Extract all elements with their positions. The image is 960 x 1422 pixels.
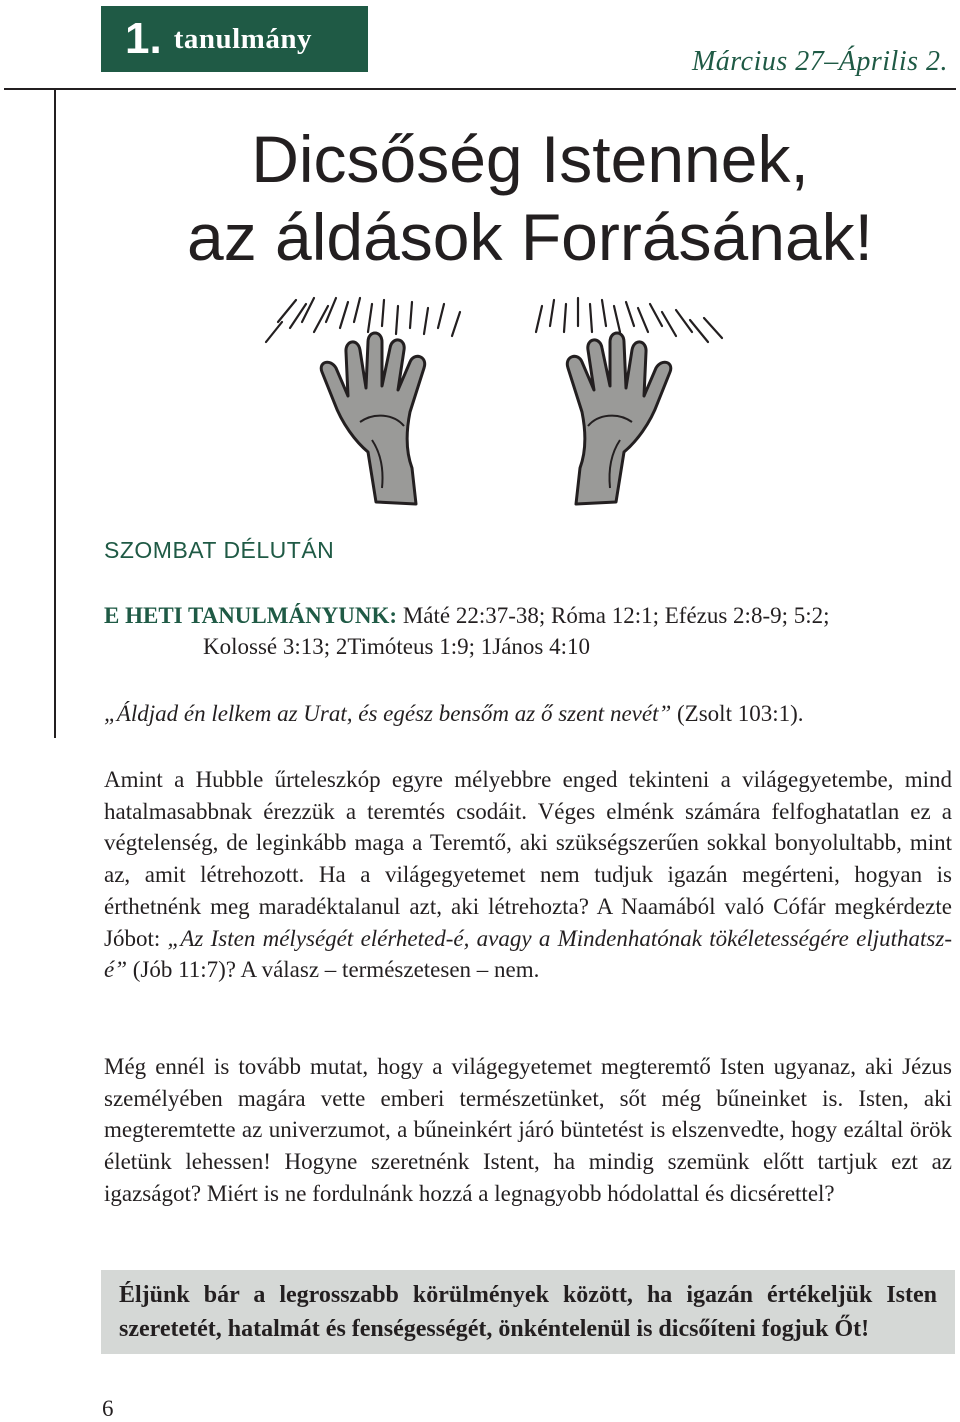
page-number: 6: [102, 1396, 114, 1421]
paragraph-1-text-a: Amint a Hubble űrteleszkóp egyre mélyebbre enged tekinteni a világegyetembe, mind hatalmasabbnak érezzük a teremtés csodáit. Véges elménk számára felfoghatatlan ez a végtelenség, de leginkább maga a Teremtő, aki szükségszerűen sokkal bonyolultabb, mint az, amit létrehozott. Ha a világegyetemet nem tudjuk igazán megérteni, hogyan is érthetnénk meg maradéktalanul azt, aki létrehozta? A Naamából való Cófár megkérdezte Jóbot:: [104, 767, 952, 951]
light-rays-icon: [266, 298, 722, 342]
body-paragraph-2: Még ennél is tovább mutat, hogy a világegyetemet megteremtő Isten ugyanaz, aki Jézus személyében magára vette emberi természetünket, sőt még bűneinket is. Isten, aki megteremtette az univerzumot, a bűneinkért járó büntetést is elszenvedte, hogy ezáltal örök életünk lehessen! Hogyne szeretnénk Istent, ha mindig szemünk előtt tartjuk ezt az igazságot? Miért is ne fordulnánk hozzá a legnagyobb hódolattal és dicsérettel?: [104, 1054, 952, 1206]
date-range: Március 27–Április 2.: [691, 46, 948, 77]
memory-verse: [104, 698, 954, 729]
lesson-header-badge: [101, 6, 368, 72]
body-paragraph-1: [104, 764, 952, 986]
highlight-box: Éljünk bár a legrosszabb körülmények között, ha igazán értékeljük Isten szeretetét, hatalmát és fenségességét, önkéntelenül is dicsőíteni fogjuk Őt!: [101, 1270, 955, 1354]
right-hand-icon: [567, 333, 671, 504]
study-refs-line-2: Kolossé 3:13; 2Timóteus 1:9; 1János 4:10: [203, 634, 590, 659]
raised-hands-icon: [256, 292, 736, 510]
paragraph-1-quote: „Az Isten mélységét elérheted-é, avagy a Mindenhatónak tökéletességére eljuthatsz-é”: [104, 925, 952, 983]
study-refs-line-1: Máté 22:37-38; Róma 12:1; Efézus 2:8-9; 5:2;: [402, 603, 830, 628]
memory-verse-text: „Áldjad én lelkem az Urat, és egész bensőm az ő szent nevét”: [104, 701, 672, 726]
memory-verse-ref: (Zsolt 103:1).: [677, 701, 804, 726]
title-line-2: az áldások Forrásának!: [186, 200, 873, 274]
header-rule: [4, 88, 956, 90]
section-heading: SZOMBAT DÉLUTÁN: [104, 537, 335, 563]
paragraph-1-text-b: (Jób 11:7)? A válasz – természetesen – nem.: [127, 957, 540, 983]
study-label: E HETI TANULMÁNYUNK:: [104, 603, 398, 628]
page-title: [100, 120, 960, 276]
left-hand-icon: [321, 333, 425, 504]
lesson-label: tanulmány: [173, 22, 312, 55]
lesson-number: 1.: [125, 14, 162, 63]
margin-rule: [54, 88, 56, 738]
weekly-study-references: [104, 600, 954, 662]
title-line-1: Dicsőség Istennek,: [251, 122, 809, 196]
